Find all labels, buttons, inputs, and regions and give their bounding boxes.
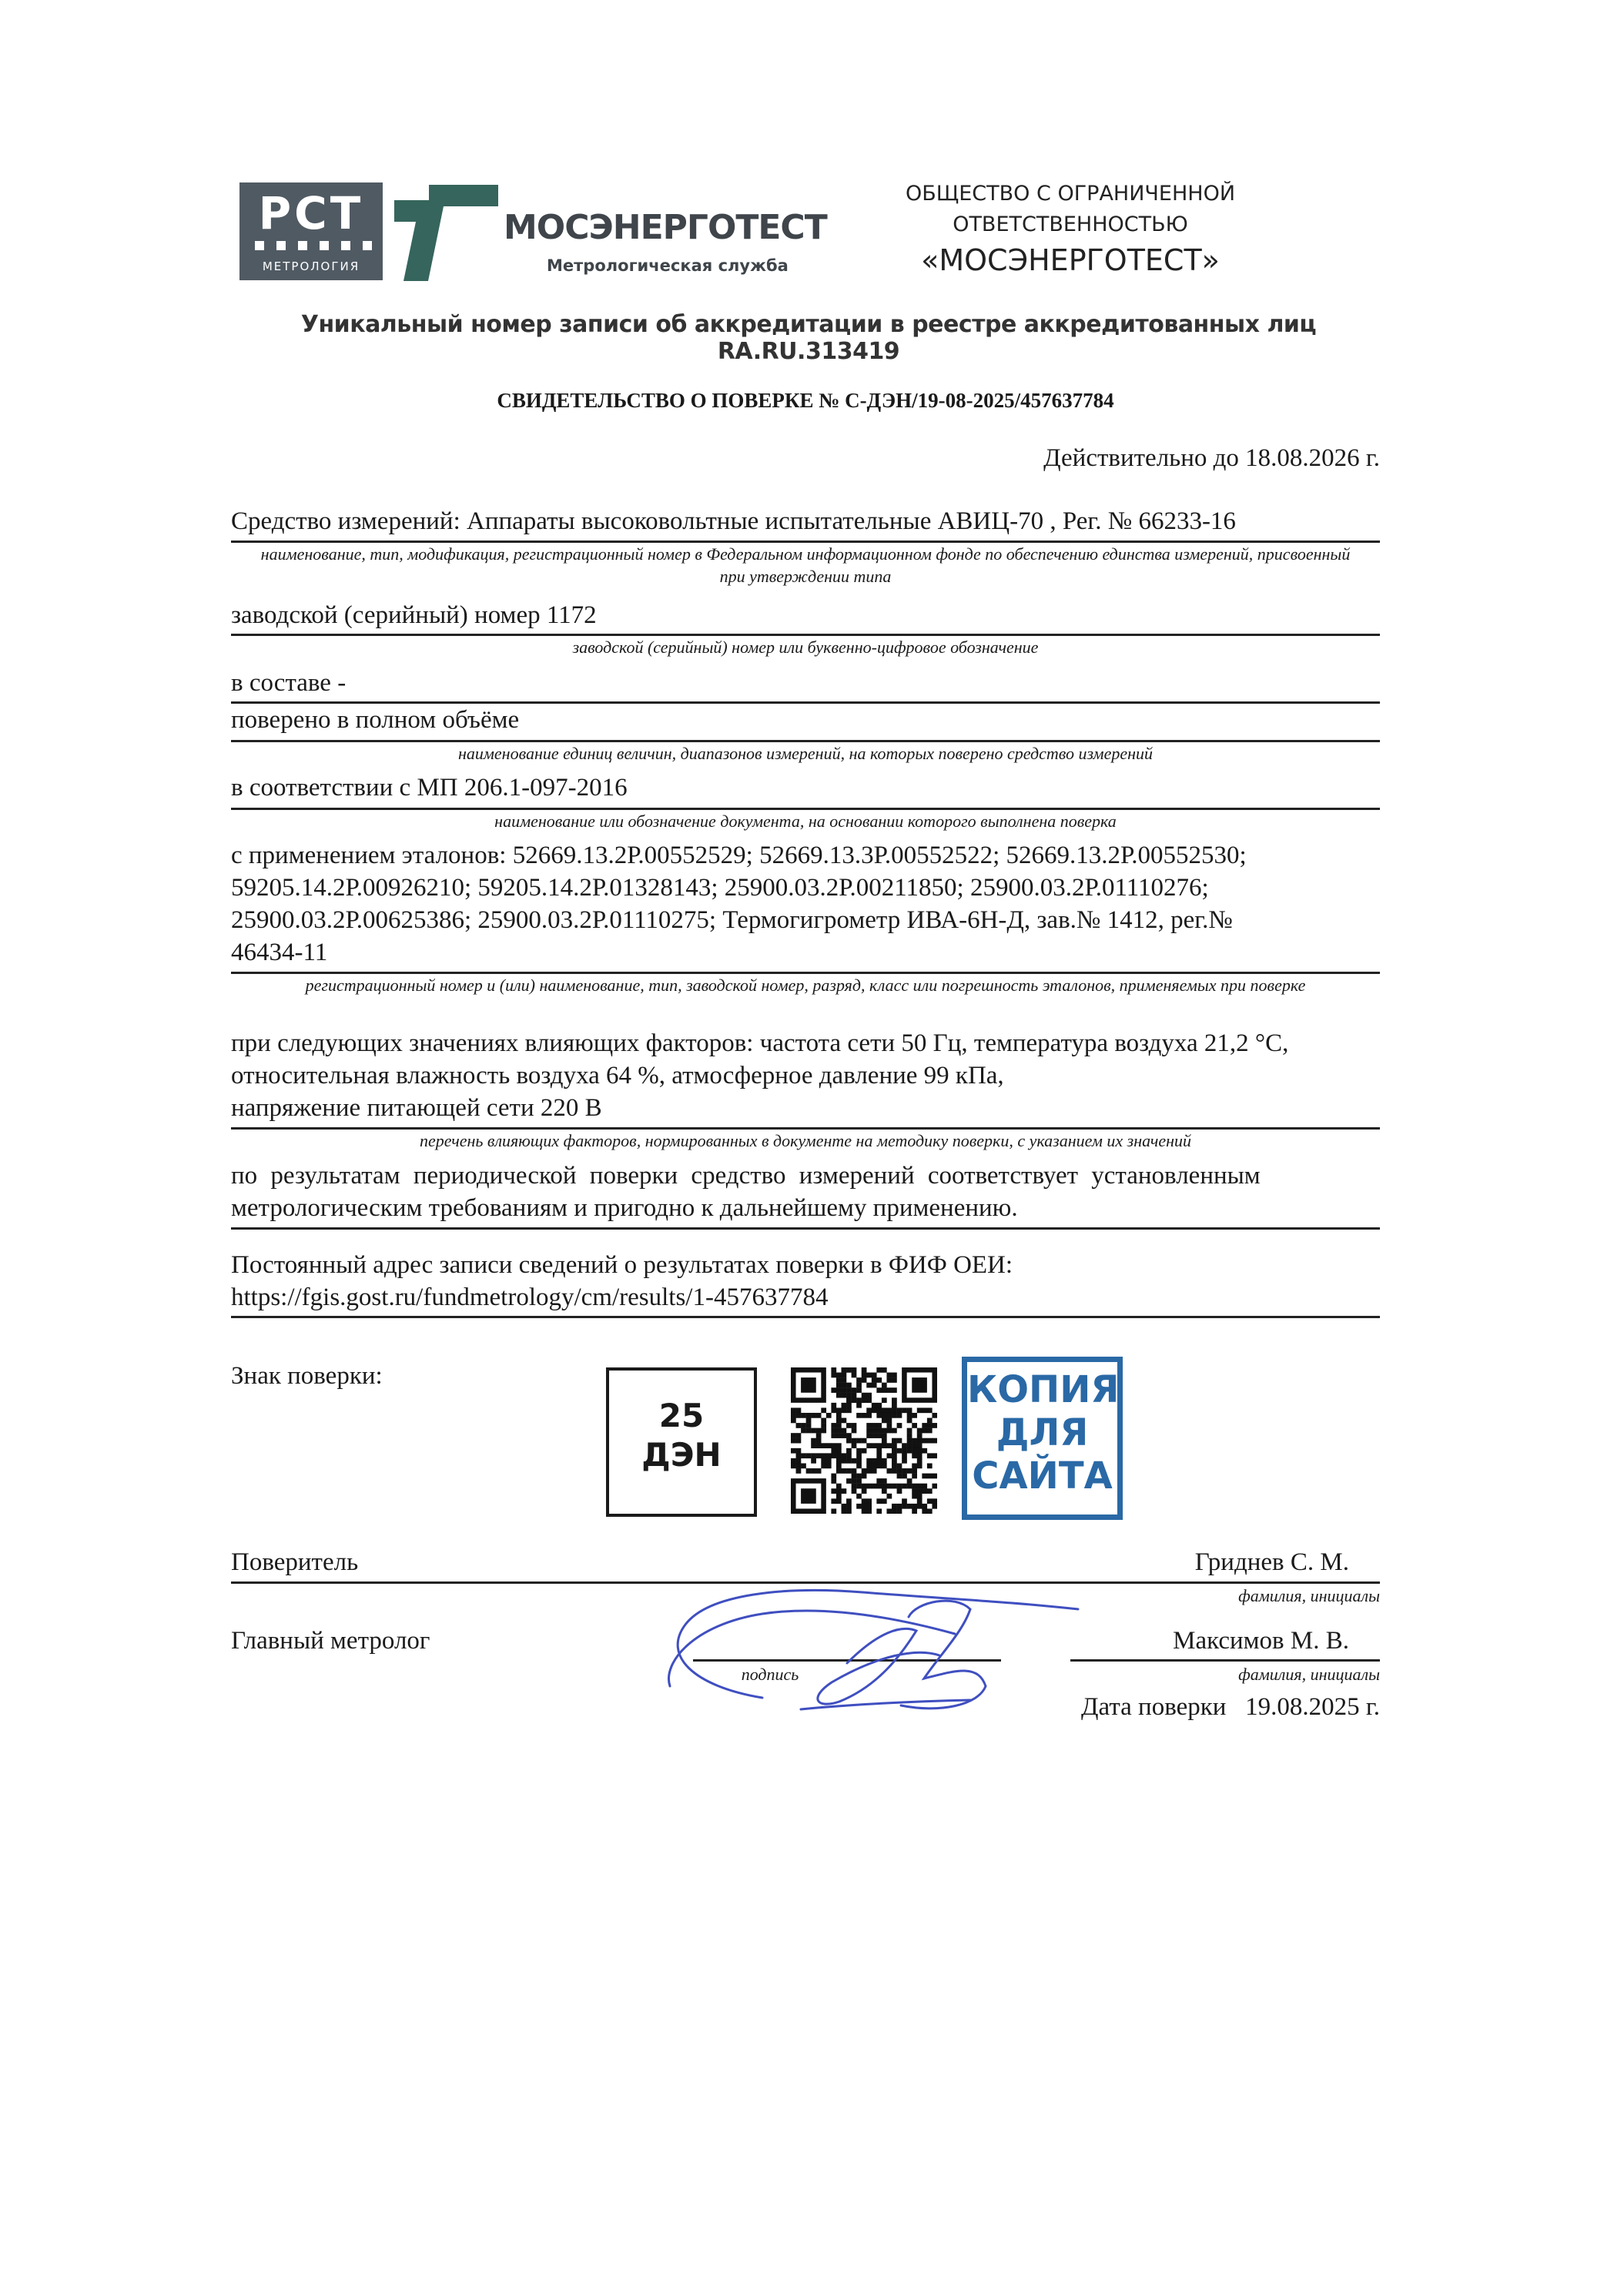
- org-name-line3: «МОСЭНЕРГОТЕСТ»: [921, 243, 1220, 277]
- rst-logo-letters: РСТ: [258, 187, 364, 239]
- certificate-title: СВИДЕТЕЛЬСТВО О ПОВЕРКЕ № С-ДЭН/19-08-2025/457637784: [497, 389, 1114, 412]
- org-name-line2: ОТВЕТСТВЕННОСТЬЮ: [953, 213, 1188, 236]
- divider: [231, 1227, 1380, 1230]
- verification-date: Дата поверки 19.08.2025 г.: [1081, 1693, 1380, 1721]
- standards-caption: регистрационный номер и (или) наименование, тип, заводской номер, разряд, класс или погрешность эталонов, применяемых при поверке: [305, 976, 1306, 995]
- chief-role: Главный метролог: [231, 1627, 430, 1655]
- verifier-name-caption: фамилия, инициалы: [1238, 1586, 1380, 1605]
- org-name-line1: ОБЩЕСТВО С ОГРАНИЧЕННОЙ: [905, 182, 1236, 206]
- factors-caption: перечень влияющих факторов, нормированных в документе на методику поверки, с указанием их значений: [419, 1131, 1192, 1150]
- standards-line: 59205.14.2Р.00926210; 59205.14.2Р.01328143; 25900.03.2Р.00211850; 25900.03.2Р.01110276;: [231, 874, 1209, 902]
- brand-subtitle: Метрологическая служба: [547, 256, 789, 275]
- factors-line: при следующих значениях влияющих факторов: частота сети 50 Гц, температура воздуха 21,2 °С,: [231, 1029, 1289, 1057]
- accreditation-number: Уникальный номер записи об аккредитации в реестре аккредитованных лиц RA.RU.313419: [300, 311, 1317, 365]
- instrument-caption: наименование, тип, модификация, регистрационный номер в Федеральном информационном фонде по обеспечению единства измерений, присвоенный при утверждении типа: [260, 544, 1351, 586]
- chief-name-caption: фамилия, инициалы: [1238, 1665, 1380, 1684]
- rst-logo-subtitle: МЕТРОЛОГИЯ: [262, 259, 360, 273]
- result-line: по результатам периодической поверки средство измерений соответствует установленным: [231, 1162, 1261, 1190]
- verifier-name: Гриднев С. М.: [1194, 1548, 1349, 1576]
- verifier-role: Поверитель: [231, 1548, 359, 1576]
- standards-line: 25900.03.2Р.00625386; 25900.03.2Р.01110275; Термогигрометр ИВА-6Н-Д, зав.№ 1412, рег.№: [231, 906, 1233, 934]
- rst-logo: [239, 182, 383, 280]
- standards-line: 46434-11: [231, 939, 328, 966]
- verification-mark-label: Знак поверки:: [231, 1362, 383, 1390]
- copy-for-site-stamp: [962, 1357, 1123, 1520]
- copy-stamp-line2: ДЛЯ: [996, 1411, 1089, 1454]
- rst-logo-dots-icon: [250, 238, 373, 255]
- org-name: [870, 179, 1271, 280]
- composition-field: в составе -: [231, 669, 347, 697]
- method-caption: наименование или обозначение документа, на основании которого выполнена поверка: [494, 812, 1117, 831]
- stamp-code: ДЭН: [641, 1436, 722, 1474]
- divider: [231, 1316, 1380, 1318]
- stamp-year: 25: [658, 1397, 705, 1434]
- address-line: Постоянный адрес записи сведений о результатах поверки в ФИФ ОЕИ:: [231, 1251, 1013, 1279]
- mosenergotest-logo-icon: [394, 185, 498, 281]
- divider: [1070, 1659, 1380, 1662]
- valid-until: Действительно до 18.08.2026 г.: [1043, 444, 1380, 472]
- serial-caption: заводской (серийный) номер или буквенно-цифровое обозначение: [572, 638, 1039, 657]
- copy-stamp-line1: КОПИЯ: [967, 1368, 1120, 1411]
- standards-line: с применением эталонов: 52669.13.2Р.00552529; 52669.13.3Р.00552522; 52669.13.2Р.00552530;: [231, 842, 1247, 869]
- signature-caption: подпись: [741, 1665, 799, 1684]
- qr-code-icon: [791, 1367, 937, 1514]
- brand-name: МОСЭНЕРГОТЕСТ: [504, 208, 827, 247]
- factors-line: относительная влажность воздуха 64 %, атмосферное давление 99 кПа,: [231, 1062, 1004, 1089]
- verification-stamp: [606, 1367, 757, 1517]
- method-field: в соответствии с МП 206.1-097-2016: [231, 774, 628, 802]
- scope-caption: наименование единиц величин, диапазонов измерений, на которых поверено средство измерений: [457, 744, 1154, 763]
- copy-stamp-line3: САЙТА: [972, 1454, 1113, 1498]
- address-url: https://fgis.gost.ru/fundmetrology/cm/results/1-457637784: [231, 1284, 829, 1311]
- factors-line: напряжение питающей сети 220 В: [231, 1094, 602, 1122]
- serial-field: заводской (серийный) номер 1172: [231, 601, 597, 629]
- instrument-field: Средство измерений: Аппараты высоковольтные испытательные АВИЦ-70 , Рег. № 66233-16: [231, 507, 1236, 535]
- result-line: метрологическим требованиям и пригодно к дальнейшему применению.: [231, 1194, 1018, 1222]
- scope-field: поверено в полном объёме: [231, 706, 520, 734]
- chief-name: Максимов М. В.: [1173, 1627, 1349, 1655]
